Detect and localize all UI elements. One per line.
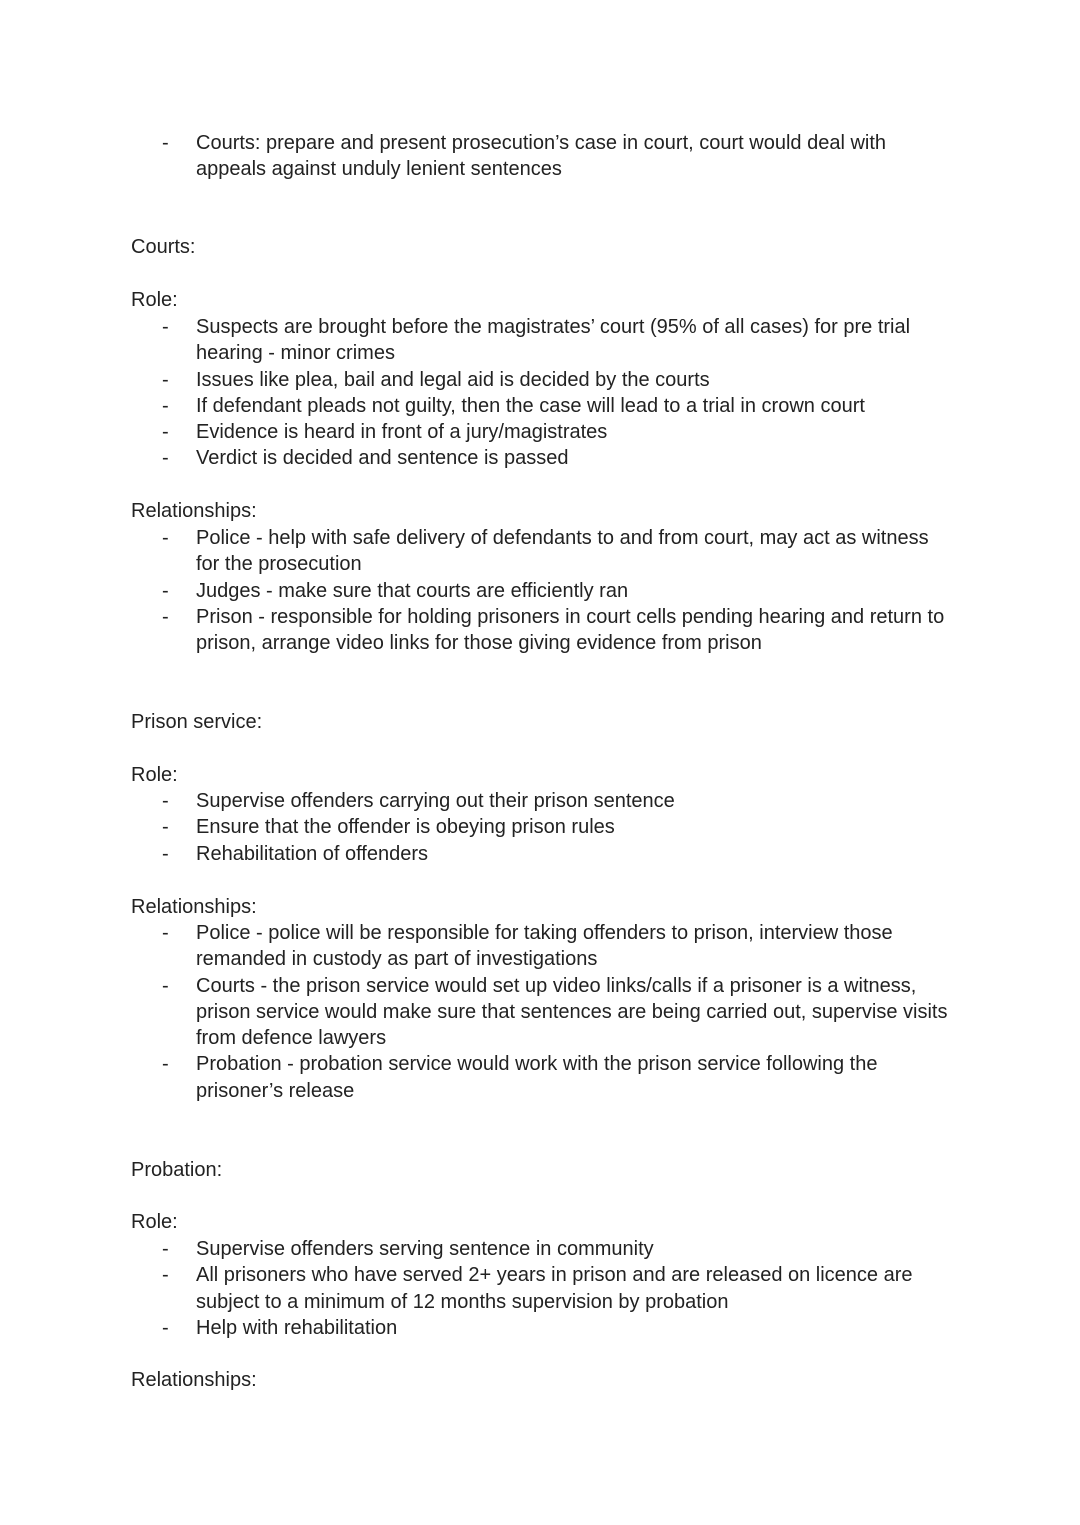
section-title-prison-service: Prison service:: [131, 711, 263, 733]
courts-role-label: Role:: [131, 289, 178, 311]
bullet-dash: -: [162, 421, 169, 444]
bullet-dash: -: [162, 132, 169, 154]
list-item: [0, 578, 956, 604]
prison-relationships-label: Relationships:: [131, 896, 257, 918]
list-item-text: All prisoners who have served 2+ years in prison and are released on licence are subject to a minimum of 12 months supervision by probation: [196, 1264, 913, 1313]
list-item-text: If defendant pleads not guilty, then the case will lead to a trial in crown court: [196, 394, 865, 417]
bullet-dash: -: [162, 527, 169, 549]
list-item-text: Help with rehabilitation: [196, 1316, 398, 1339]
list-item-text: Probation - probation service would work with the prison service following the prisoner’s release: [196, 1053, 878, 1102]
bullet-dash: -: [162, 1264, 169, 1287]
list-item-text: Suspects are brought before the magistrates’ court (95% of all cases) for pre trial hearing - minor crimes: [196, 316, 911, 365]
list-item: [0, 393, 956, 419]
list-item-text: Judges - make sure that courts are efficiently ran: [196, 579, 629, 602]
courts-relationships-list: [0, 525, 1080, 656]
list-item: [0, 1236, 956, 1262]
list-item-text: Courts: prepare and present prosecution’s case in court, court would deal with appeals against unduly lenient sentences: [196, 132, 887, 181]
prison-role-label: Role:: [131, 764, 178, 786]
list-item: [0, 814, 956, 840]
section-title-courts: Courts:: [131, 236, 196, 258]
list-item-text: Prison - responsible for holding prisoners in court cells pending hearing and return to prison, arrange video links for those giving evidence from prison: [196, 605, 945, 655]
list-item-text: Supervise offenders carrying out their prison sentence: [196, 790, 675, 812]
list-item-text: Police - police will be responsible for taking offenders to prison, interview those remanded in custody as part of investigations: [196, 922, 893, 971]
bullet-dash: -: [162, 1053, 169, 1076]
bullet-dash: -: [162, 394, 169, 417]
list-item-text: Verdict is decided and sentence is passed: [196, 447, 569, 470]
prison-role-list: [0, 788, 1080, 867]
list-item-text: Rehabilitation of offenders: [196, 842, 429, 865]
list-item: [0, 788, 956, 814]
courts-relationships-label: Relationships:: [131, 500, 257, 522]
list-item: [0, 1315, 956, 1341]
list-item: [0, 841, 956, 867]
bullet-dash: -: [162, 447, 169, 470]
list-item: [0, 445, 956, 471]
probation-role-list: [0, 1236, 1080, 1341]
list-item: [0, 1051, 956, 1104]
list-item-text: Supervise offenders serving sentence in community: [196, 1238, 654, 1260]
list-item-text: Ensure that the offender is obeying prison rules: [196, 816, 615, 839]
prison-relationships-list: [0, 920, 1080, 1104]
bullet-dash: -: [162, 816, 169, 839]
probation-role-label: Role:: [131, 1211, 178, 1233]
bullet-dash: -: [162, 842, 169, 865]
bullet-dash: -: [162, 1316, 169, 1339]
courts-role-list: [0, 314, 1080, 472]
bullet-dash: -: [162, 790, 169, 812]
list-item: [0, 314, 956, 367]
bullet-dash: -: [162, 368, 169, 391]
list-item: [0, 525, 956, 578]
bullet-dash: -: [162, 922, 169, 944]
list-item: [0, 130, 956, 183]
bullet-dash: -: [162, 605, 169, 628]
list-item: [0, 419, 956, 445]
section-title-probation: Probation:: [131, 1159, 223, 1181]
bullet-dash: -: [162, 579, 169, 602]
list-item: [0, 604, 956, 657]
list-item: [0, 367, 956, 393]
probation-relationships-label: Relationships:: [131, 1369, 257, 1391]
list-item: [0, 1262, 956, 1315]
list-item: [0, 973, 956, 1052]
bullet-dash: -: [162, 1238, 169, 1260]
top-list: [0, 130, 1080, 183]
list-item-text: Police - help with safe delivery of defendants to and from court, may act as witness for the prosecution: [196, 527, 929, 576]
bullet-dash: -: [162, 316, 169, 338]
bullet-dash: -: [162, 974, 169, 997]
list-item-text: Courts - the prison service would set up video links/calls if a prisoner is a witness, prison service would make sure that sentences are being carried out, supervise visits from defence lawyers: [196, 974, 948, 1050]
list-item: [0, 920, 956, 973]
list-item-text: Issues like plea, bail and legal aid is decided by the courts: [196, 368, 710, 391]
list-item-text: Evidence is heard in front of a jury/magistrates: [196, 421, 608, 444]
